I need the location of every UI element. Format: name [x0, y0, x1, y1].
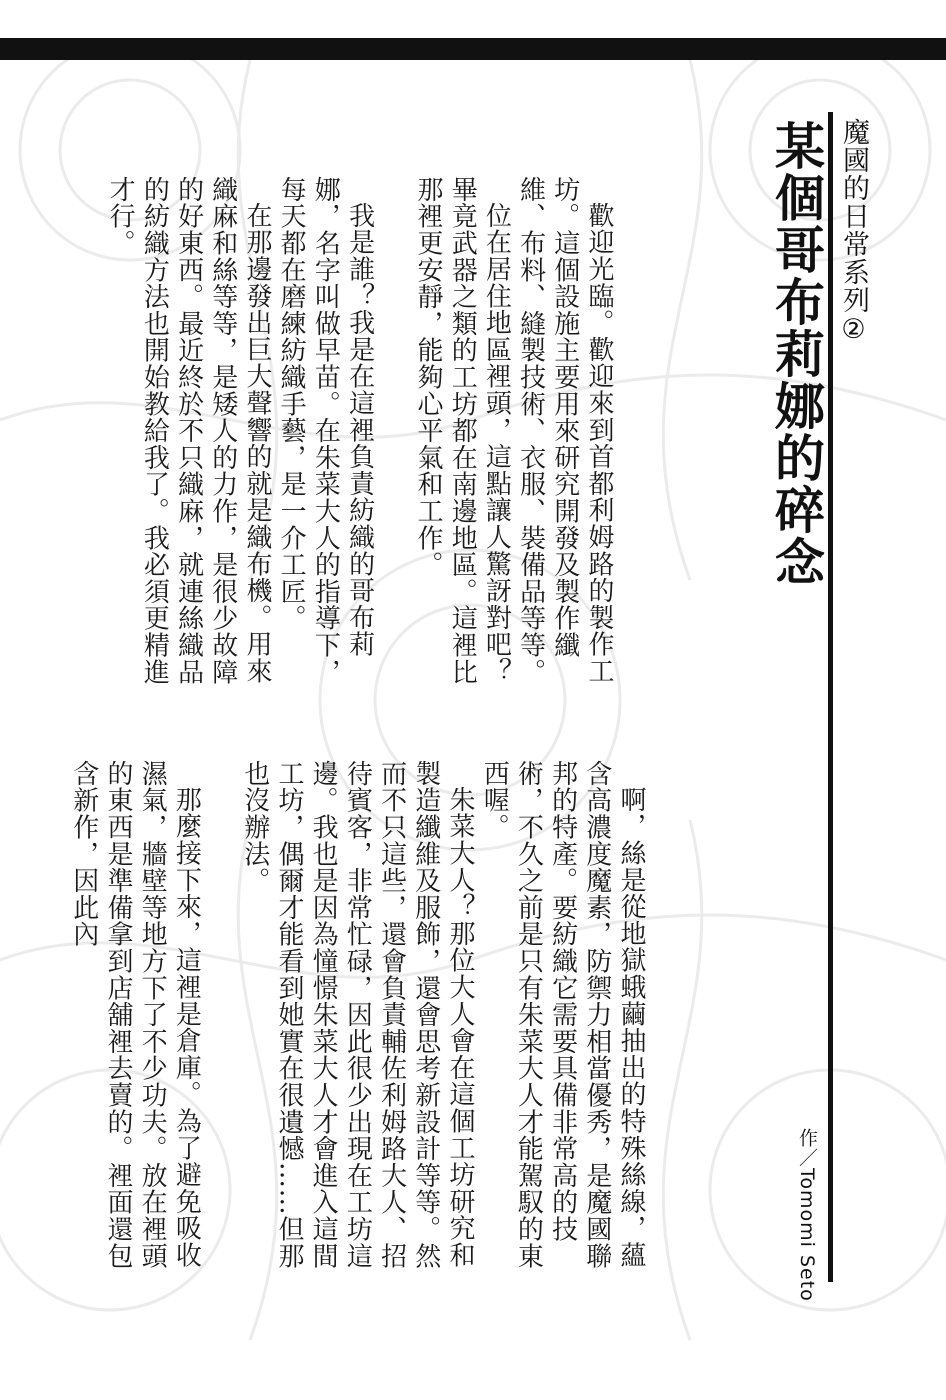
paragraph: 在那邊發出巨大聲響的就是織布機。用來織麻和絲等等，是矮人的力作，是很少故障的好東西。最近終於不只織麻，就連絲織品的紡織方法也開始教給我了。我必須更精進才行。 — [105, 176, 272, 686]
paragraph: 歡迎光臨。歡迎來到首都利姆路的製作工坊。這個設施主要用來研究開發及製作纖維、布料、縫製技術、衣服、裝備品等等。 — [515, 176, 614, 686]
blank-line — [203, 760, 237, 1270]
top-black-band — [0, 38, 946, 60]
paragraph: 我是誰？我是在這裡負責紡織的哥布莉娜，名字叫做早苗。在朱菜大人的指導下，每天都在磨練紡織手藝，是一介工匠。 — [276, 176, 375, 686]
paragraph: 那麼接下來，這裡是倉庫。為了避免吸收濕氣，牆壁等地方下了不少功夫。放在裡頭的東西是準備拿到店舖裡去賣的。裡面還包含新作，因此內 — [68, 760, 202, 1270]
title-rule — [828, 112, 833, 1282]
author-credit: 作／Tomomi Seto — [796, 1128, 818, 1302]
paragraph: 位在居住地區裡頭，這點讓人驚訝對吧？畢竟武器之類的工坊都在南邊地區。這裡比那裡更安靜，能夠心平氣和工作。 — [412, 176, 512, 686]
lower-text-block — [67, 760, 648, 1270]
paragraph: 朱菜大人？那位大人會在這個工坊研究和製造纖維及服飾，還會思考新設計等等。然而不只這些，還會負責輔佐利姆路大人、招待賓客，非常忙碌，因此很少出現在工坊這邊。我也是因為憧憬朱菜大人才會進入這間工坊，偶爾才能看到她實在很遺憾……但那也沒辦法。 — [239, 760, 475, 1270]
blank-line — [377, 176, 411, 696]
page-title: 某個哥布莉娜的碎念 — [767, 120, 825, 588]
upper-text-block — [103, 176, 616, 696]
paragraph: 啊，絲是從地獄蛾繭抽出的特殊絲線，蘊含高濃度魔素，防禦力相當優秀，是魔國聯邦的特產。要紡織它需要具備非常高的技術，不久之前是只有朱菜大人才能駕馭的東西喔。 — [479, 760, 646, 1270]
series-label: 魔國的日常系列② — [838, 118, 869, 346]
